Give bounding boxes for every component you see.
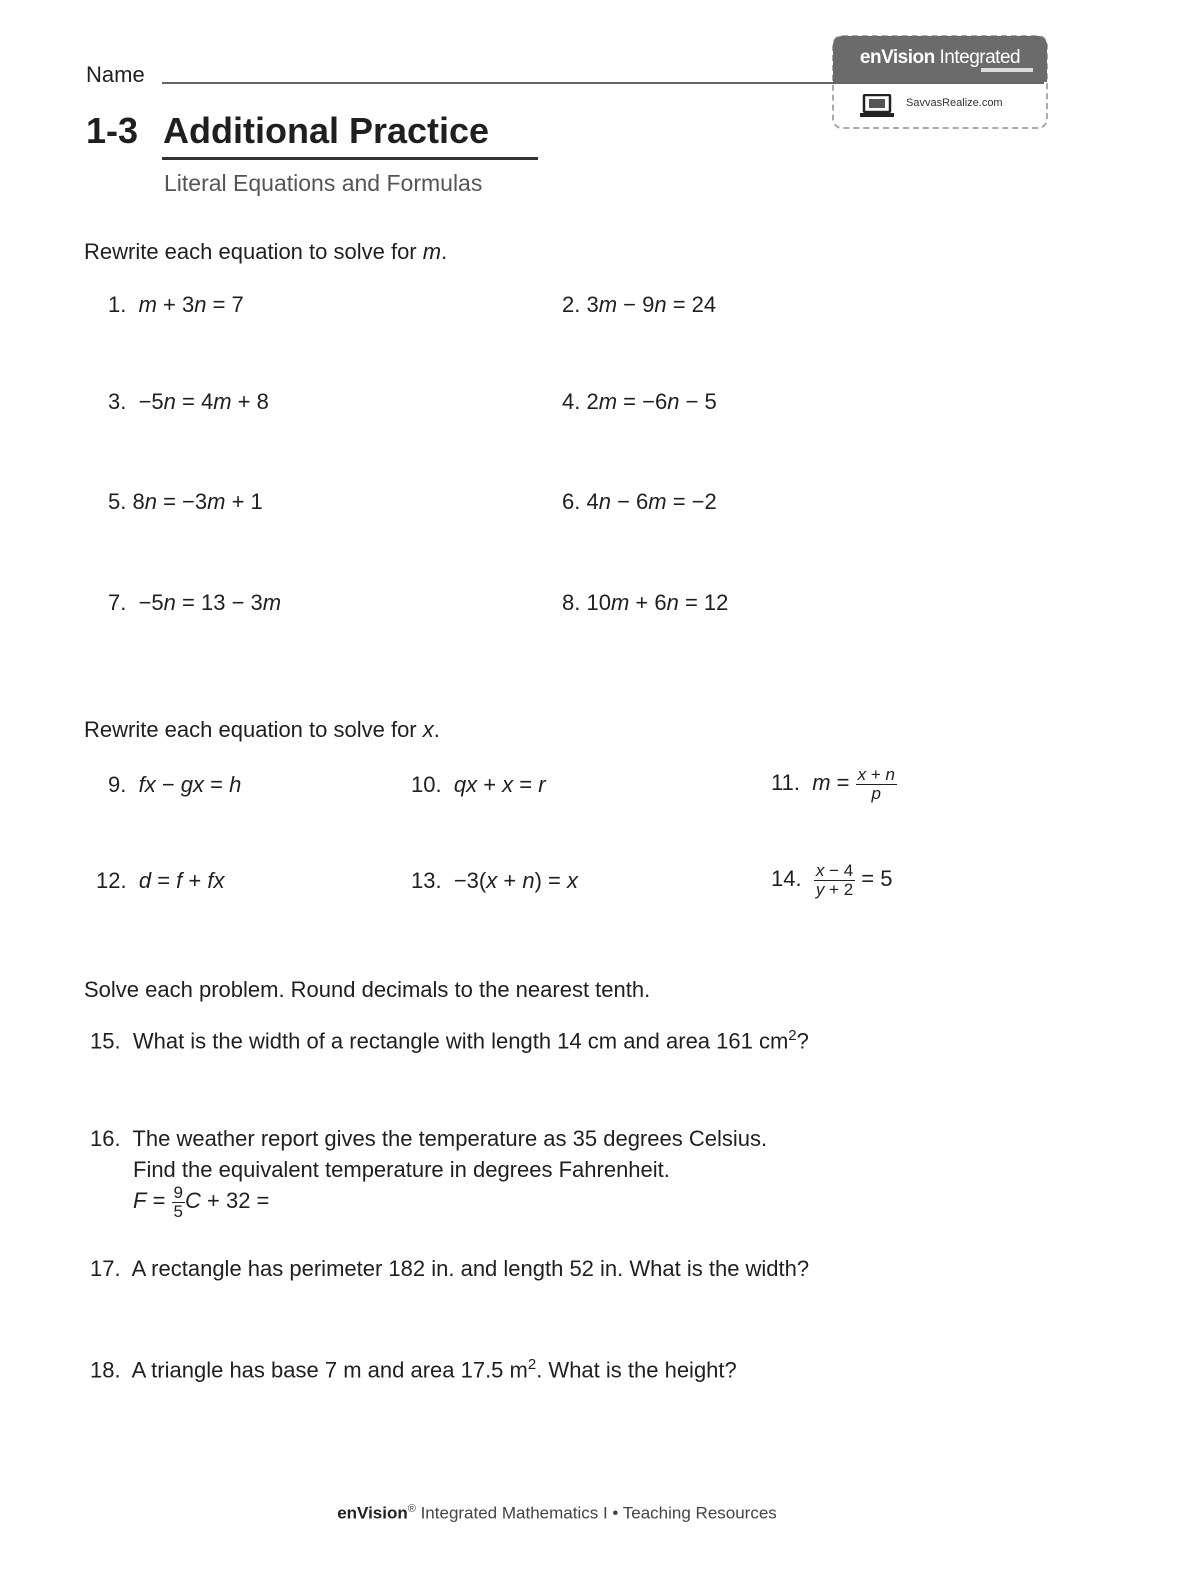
problem-1: 1. m + 3n = 7 bbox=[108, 292, 244, 317]
lesson-number: 1-3 bbox=[86, 110, 139, 151]
problem-13: 13. −3(x + n) = x bbox=[411, 868, 578, 893]
envision-badge bbox=[832, 35, 1048, 129]
problem-3: 3. −5n = 4m + 8 bbox=[108, 389, 269, 414]
problem-8: 8. 10m + 6n = 12 bbox=[562, 590, 729, 615]
problem-7: 7. −5n = 13 − 3m bbox=[108, 590, 282, 615]
footer: enVision® Integrated Mathematics I • Teaching Resources bbox=[337, 1503, 777, 1523]
problem-5: 5. 8n = −3m + 1 bbox=[108, 489, 263, 514]
problem-18: 18. A triangle has base 7 m and area 17.5 $m^2$. What is the height? bbox=[90, 1356, 737, 1383]
problem-16: 16. The weather report gives the temperature as 35 degrees Celsius. bbox=[90, 1126, 768, 1151]
problem-6: 6. 4n − 6m = −2 bbox=[562, 489, 717, 514]
problem-14: 14. $\frac{x - 4}{y + 2}$ = 5 bbox=[771, 861, 893, 899]
realize-url: SavvasRealize.com bbox=[906, 97, 1003, 109]
name-label: Name bbox=[86, 62, 145, 87]
page-title: Additional Practice bbox=[163, 110, 490, 151]
instruction-solve-x: Rewrite each equation to solve for x. bbox=[84, 717, 440, 742]
problem-4: 4. 2m = −6n − 5 bbox=[562, 389, 717, 414]
envision-logo: enVision Integrated bbox=[833, 36, 1047, 82]
problem-10: 10. qx + x = r bbox=[411, 772, 546, 797]
problem-17: 17. A rectangle has perimeter 182 in. and length 52 in. What is the width? bbox=[90, 1256, 810, 1281]
instruction-word-problems: Solve each problem. Round decimals to the nearest tenth. bbox=[84, 977, 651, 1002]
problem-9: 9. fx − gx = h bbox=[108, 772, 242, 797]
problem-2: 2. 3m − 9n = 24 bbox=[562, 292, 717, 317]
problem-16-formula: F = $\frac{9}{5}$ C + 32 = bbox=[133, 1183, 270, 1221]
page-subtitle: Literal Equations and Formulas bbox=[164, 170, 483, 196]
problem-12: 12. d = f + fx bbox=[96, 868, 225, 893]
problem-16-line-2: Find the equivalent temperature in degrees Fahrenheit. bbox=[133, 1157, 670, 1182]
problem-11: 11. m = $\frac{x + n}{p}$ bbox=[771, 765, 895, 803]
problem-15: 15. What is the width of a rectangle with length 14 cm and area 161 $cm^2$? bbox=[90, 1027, 809, 1054]
title-rule bbox=[162, 157, 538, 160]
laptop-icon bbox=[860, 94, 894, 118]
instruction-solve-m: Rewrite each equation to solve for m. bbox=[84, 239, 448, 264]
